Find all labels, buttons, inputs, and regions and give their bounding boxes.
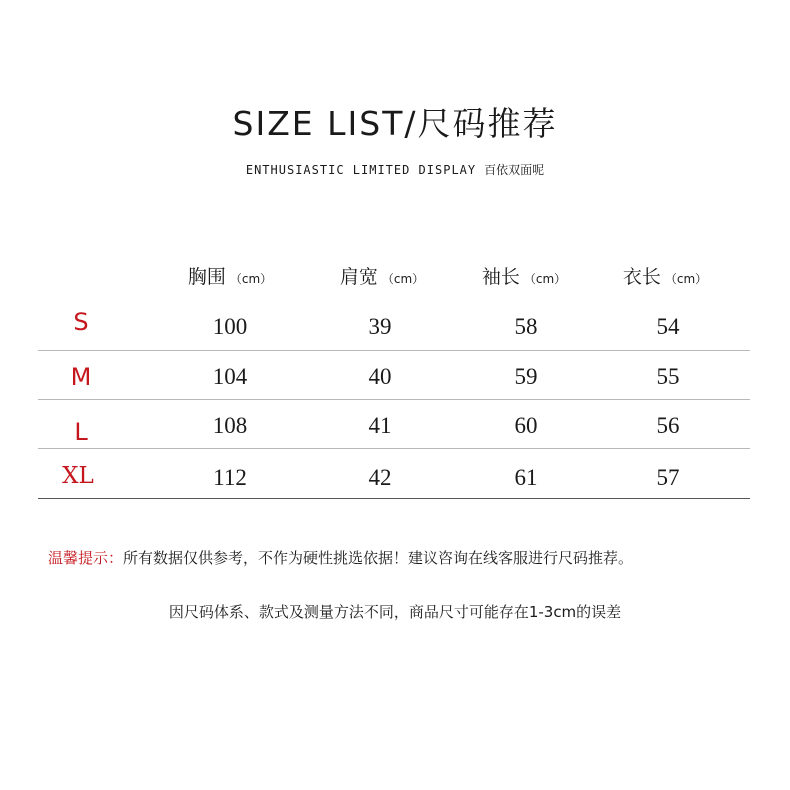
table-cell: 61 bbox=[514, 465, 538, 490]
table-cell: 56 bbox=[656, 413, 680, 438]
size-label-xl: XL bbox=[62, 463, 94, 489]
column-header-length bbox=[623, 262, 707, 289]
size-label-s: S bbox=[73, 308, 89, 336]
size-label-l: L bbox=[74, 418, 88, 446]
column-header-unit: （cm） bbox=[664, 272, 708, 286]
table-cell: 60 bbox=[514, 413, 538, 438]
page-subtitle bbox=[0, 161, 790, 178]
notice-text: 所有数据仅供参考，不作为硬性挑选依据！建议咨询在线客服进行尺码推荐。 bbox=[123, 549, 634, 567]
table-cell: 40 bbox=[368, 364, 392, 389]
column-header-unit: （cm） bbox=[229, 272, 273, 286]
row-divider bbox=[38, 350, 750, 351]
size-label-m: M bbox=[70, 363, 92, 391]
column-header-sleeve bbox=[482, 262, 566, 289]
column-header-label: 袖长 bbox=[481, 266, 520, 288]
column-header-label: 胸围 bbox=[187, 266, 226, 288]
table-cell: 58 bbox=[514, 314, 538, 339]
subtitle-chinese: 百依双面呢 bbox=[484, 163, 545, 177]
table-cell: 41 bbox=[368, 413, 392, 438]
row-divider bbox=[38, 448, 750, 449]
column-header-label: 肩宽 bbox=[339, 266, 378, 288]
row-divider bbox=[38, 399, 750, 400]
column-header-shoulder bbox=[340, 262, 424, 289]
row-divider bbox=[38, 498, 750, 499]
notice-label: 温馨提示： bbox=[48, 549, 124, 567]
table-cell: 39 bbox=[368, 314, 392, 339]
table-cell: 100 bbox=[212, 314, 248, 339]
table-cell: 104 bbox=[212, 364, 248, 389]
table-cell: 112 bbox=[213, 465, 247, 490]
page-title: SIZE LIST/尺码推荐 bbox=[232, 104, 558, 143]
column-header-unit: （cm） bbox=[523, 272, 567, 286]
notice-line-2: 因尺码体系、款式及测量方法不同，商品尺寸可能存在1-3cm的误差 bbox=[168, 603, 622, 621]
column-header-chest bbox=[188, 262, 272, 289]
notice bbox=[48, 547, 633, 568]
column-header-label: 衣长 bbox=[622, 266, 661, 288]
table-cell: 42 bbox=[368, 465, 392, 490]
table-cell: 55 bbox=[656, 364, 680, 389]
subtitle-english: ENTHUSIASTIC LIMITED DISPLAY bbox=[245, 163, 477, 177]
table-cell: 108 bbox=[212, 413, 248, 438]
table-cell: 54 bbox=[656, 314, 680, 339]
table-cell: 59 bbox=[514, 364, 538, 389]
column-header-unit: （cm） bbox=[381, 272, 425, 286]
table-cell: 57 bbox=[656, 465, 680, 490]
